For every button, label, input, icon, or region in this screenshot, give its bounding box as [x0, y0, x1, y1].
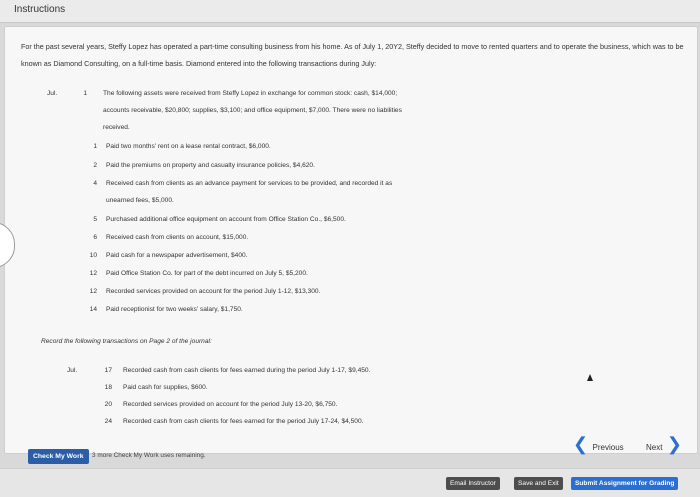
next-button[interactable]	[646, 436, 682, 455]
email-instructor-button[interactable]: Email Instructor	[446, 477, 500, 490]
save-and-exit-button[interactable]: Save and Exit	[514, 477, 563, 490]
intro-paragraph: For the past several years, Steffy Lopez has operated a part-time consulting business from his home. As of July 1, 20Y2, Steffy decided to move to rented quarters and to operate the business, which was to be known as Diamond Consulting, on a full-time basis. Diamond entered into the following transactions during July:	[21, 42, 684, 68]
check-my-work-button[interactable]: Check My Work	[28, 449, 89, 464]
instructions-panel	[4, 26, 698, 454]
previous-button[interactable]	[573, 436, 624, 455]
mouse-cursor-icon	[587, 374, 593, 381]
transaction-text: Paid Office Station Co. for part of the debt incurred on July 5, $5,200.	[106, 270, 308, 277]
transaction-day: 6	[93, 234, 97, 241]
transaction-text: The following assets were received from Steffy Lopez in exchange for common stock: cash, $14,000;	[103, 90, 398, 97]
page2-text: Recorded services provided on account for the period July 13-20, $6,750.	[123, 401, 338, 408]
transaction-text: unearned fees, $5,000.	[106, 197, 174, 204]
chevron-left-icon: ❮	[573, 434, 589, 454]
transaction-day: 12	[89, 270, 97, 277]
page2-text: Paid cash for supplies, $600.	[123, 384, 208, 391]
side-handle[interactable]	[0, 222, 15, 268]
transaction-day: 10	[89, 252, 97, 259]
transaction-day: 12	[89, 288, 97, 295]
transaction-text: received.	[103, 124, 130, 131]
transaction-day: 4	[93, 180, 97, 187]
remaining-uses-text: 3 more Check My Work uses remaining.	[92, 452, 206, 459]
transaction-text: Paid receptionist for two weeks' salary, $1,750.	[106, 306, 243, 313]
next-label: Next	[646, 443, 663, 452]
page2-instruction: Record the following transactions on Page 2 of the journal:	[41, 338, 212, 345]
page2-day: 17	[104, 367, 112, 374]
page2-text: Recorded cash from cash clients for fees earned for the period July 17-24, $4,500.	[123, 418, 364, 425]
transaction-day: 2	[93, 162, 97, 169]
transaction-text: Paid two months' rent on a lease rental contract, $6,000.	[106, 143, 271, 150]
chevron-right-icon: ❯	[666, 434, 682, 454]
transaction-text: Paid the premiums on property and casualty insurance policies, $4,620.	[106, 162, 315, 169]
window-title: Instructions	[14, 4, 66, 15]
transaction-day: 5	[93, 216, 97, 223]
page2-month: Jul.	[67, 367, 78, 374]
transaction-text: Received cash from clients on account, $15,000.	[106, 234, 249, 241]
transactions-month: Jul.	[47, 90, 58, 97]
transaction-text: Purchased additional office equipment on account from Office Station Co., $6,500.	[106, 216, 346, 223]
transaction-text: Received cash from clients as an advance payment for services to be provided, and recorded it as	[106, 180, 393, 187]
transaction-text: accounts receivable, $20,800; supplies, $3,100; and office equipment, $7,000. There were no liabilities	[103, 107, 402, 114]
transaction-day: 1	[83, 90, 87, 97]
page2-day: 24	[104, 418, 112, 425]
previous-label: Previous	[592, 443, 624, 452]
transaction-text: Paid cash for a newspaper advertisement, $400.	[106, 252, 248, 259]
submit-assignment-button[interactable]: Submit Assignment for Grading	[571, 477, 678, 490]
page2-day: 20	[104, 401, 112, 408]
page2-day: 18	[104, 384, 112, 391]
page2-text: Recorded cash from cash clients for fees earned during the period July 1-17, $9,450.	[123, 367, 371, 374]
transaction-text: Recorded services provided on account for the period July 1-12, $13,300.	[106, 288, 321, 295]
window-titlebar	[0, 0, 700, 23]
transaction-day: 14	[89, 306, 97, 313]
transaction-day: 1	[93, 143, 97, 150]
